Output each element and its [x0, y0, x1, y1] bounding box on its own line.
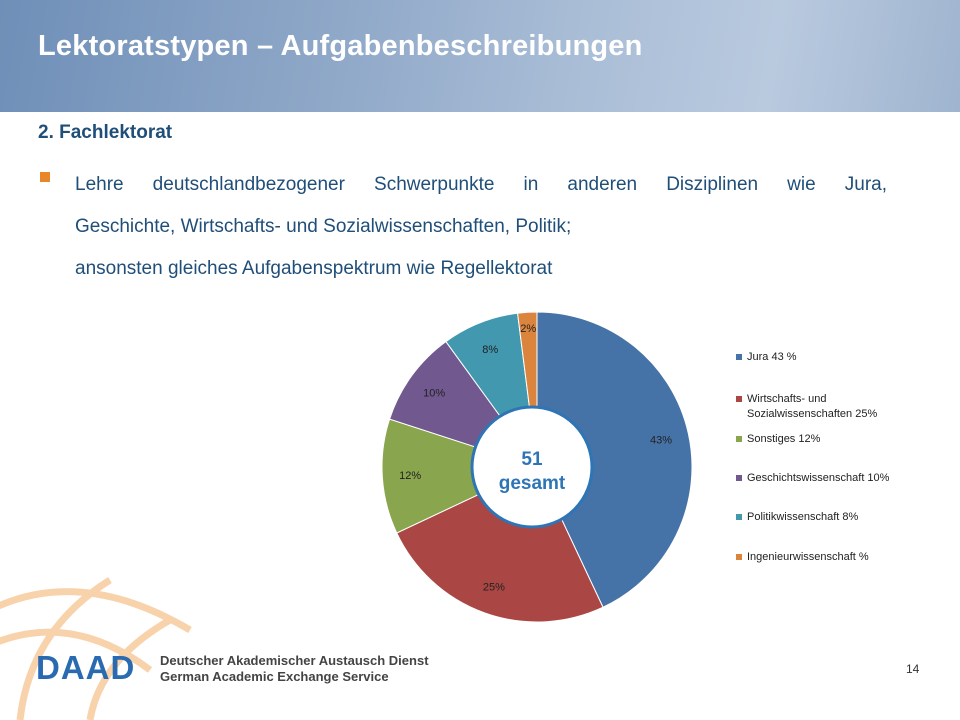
pie-data-label-6: 2% — [520, 322, 537, 335]
legend-label — [747, 550, 947, 565]
pie-data-label-4: 10% — [423, 387, 446, 400]
pie-center-label-1: 51 — [521, 449, 543, 470]
legend-label-line: Politikwissenschaft 8% — [747, 511, 859, 523]
slide-title: Lektoratstypen – Aufgabenbeschreibungen — [38, 30, 643, 62]
legend-swatch — [736, 514, 742, 520]
legend-label-line: Wirtschafts- und — [747, 393, 827, 405]
pie-center-label-2: gesamt — [498, 473, 566, 494]
legend-swatch — [736, 554, 742, 560]
legend-label — [747, 471, 947, 486]
legend-label — [747, 350, 947, 365]
legend-swatch — [736, 475, 742, 481]
legend-label — [747, 392, 947, 422]
legend-label-line: Sozialwissenschaften 25% — [747, 408, 878, 420]
legend-label-line: Ingenieurwissenschaft % — [747, 551, 869, 563]
pie-data-label-3: 12% — [399, 469, 422, 482]
bullet-line-2: Geschichte, Wirtschafts- und Sozialwissenschaften, Politik; — [75, 216, 572, 237]
legend-label — [747, 432, 947, 447]
legend-swatch — [736, 396, 742, 402]
daad-logo: DAAD — [36, 649, 136, 686]
legend-label-line: Sonstiges 12% — [747, 433, 821, 445]
org-name-german: Deutscher Akademischer Austausch Dienst — [160, 653, 429, 668]
legend-swatch — [736, 436, 742, 442]
legend-label-line: Jura 43 % — [747, 351, 797, 363]
pie-data-label-5: 8% — [482, 343, 499, 356]
legend-swatch — [736, 354, 742, 360]
section-title: 2. Fachlektorat — [38, 122, 173, 143]
org-name-english: German Academic Exchange Service — [160, 669, 389, 684]
legend-label-line: Geschichtswissenschaft 10% — [747, 472, 890, 484]
pie-data-label-2: 25% — [482, 581, 505, 594]
organization-name — [160, 653, 429, 685]
page-number: 14 — [906, 662, 920, 676]
legend-label — [747, 510, 947, 525]
bullet-line-3: ansonsten gleiches Aufgabenspektrum wie Regellektorat — [75, 258, 553, 279]
pie-center — [472, 407, 592, 527]
bullet-line-1: Lehre deutschlandbezogener Schwerpunkte in anderen Disziplinen wie Jura, — [75, 174, 887, 195]
pie-data-label-1: 43% — [650, 434, 673, 447]
